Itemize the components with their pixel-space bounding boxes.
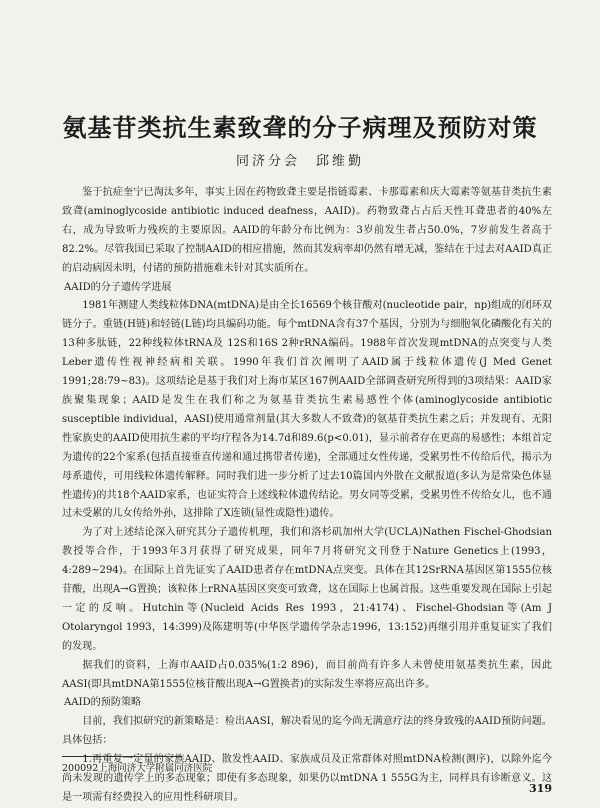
article-title: 氨基苷类抗生素致聋的分子病理及预防对策 xyxy=(62,113,538,142)
paragraph-strategy: 目前，我们拟研究的新策略是：检出AASI，解决看见的迄今尚无满意疗法的终身致残的AAID预防问题。具体包括： xyxy=(62,716,552,747)
article-authors: 同济分会 邱维勤 xyxy=(235,154,364,169)
paragraph-item-1: 1.再重复一定量的家族AAID、散发性AAID、家族成员及正常群体对照mtDNA检测(测序)，以除外迄今尚未发现的遗传学上的多态现象；即使有多态现象，如果仍以mtDNA 1 555G为主，同样具有诊断意义。这是一项需有经费投入的应用性科研项目。 xyxy=(62,754,552,803)
footnote-affiliation: 200092上海同济大学附属同济医院 xyxy=(62,763,213,774)
paragraph-mtdna: 1981年测建人类线粒体DNA(mtDNA)是由全长16569个核苷酸对(nucleotide pair，np)组成的闭环双链分子。重链(H链)和轻链(L链)均具编码功能。每个mtDNA含有37个基因，分别为与细胞氧化磷酸化有关的13种多肽链，22种线粒体tRNA及 12S和16S 2种rRNA编码。1988年首次发现mtDNA的点突变与人类Leber遗传性视神经病相关联。1990年我们首次阐明了AAID属于线粒体遗传(J Med Genet 1991;28:79~83)。这项结论是基于我们对上海市某区167例AAID全部调查研究所得到的3项结果：AAID家族聚集现象；AAID是发生在我们称之为氨基苷类抗生素易感性个体(aminoglycoside antibiotic susceptible individual，AASI)使用通常剂量(其大多数人不致聋)的氨基苷类抗生素之后；并发现有、无阳性家族史的AAID使用抗生素的平均疗程各为14.7d和89.6(p<0.01)，显示前者存在更高的易感性；本组首定为遗传的22个家系(包括直接垂直传递和通过携带者传递)，全部通过女性传递，受累男性不传给后代，揭示为母系遗传，可用线粒体遗传解释。同时我们进一步分析了过去10篇国内外散在文献报道(多认为是常染色体显性遗传)的共18个AAID家系，也证实符合上述线粒体遗传结论。男女同等受累，受累男性不传给女儿，也不通过未受累的儿女传给外孙，这排除了X连锁(显性或隐性)遗传。 xyxy=(62,300,552,520)
article-body xyxy=(62,184,552,808)
paragraph-ucla-study: 为了对上述结论深入研究其分子遗传机理，我们和洛杉矶加州大学(UCLA)Nathen Fischel-Ghodsian教授等合作，于1993年3月获得了研究成果，同年7月将研究文刊登于Nature Genetics上(1993，4:289~294)。在国际上首先证实了AAID患者存在mtDNA点突变。具体在其12SrRNA基因区第1555位核苷酸，出现A→G置换；该粒体上rRNA基因区突变可致聋，这在国际上也属首报。这些重要发现在国际上引起一定的反响。Hutchin等(Nucleid Acids Res 1993，21:4174)、Fischel-Ghodsian等(Am J Otolaryngol 1993，14:399)及陈建明等(中华医学遗传学杂志1996，13:152)再继引用并重复证实了我们的发现。 xyxy=(62,527,552,652)
section-heading-prevention: AAID的预防策略 xyxy=(64,697,142,709)
section-heading-genetics: AAID的分子遗传学进展 xyxy=(64,281,172,293)
page-number: 319 xyxy=(529,782,552,795)
footnote-divider xyxy=(62,756,182,757)
paragraph-incidence: 据我们的资料，上海市AAID占0.035%(1:2 896)，而目前尚有许多人未曾使用氨基类抗生素，因此AASI(即具mtDNA第1555位核苷酸出现A→G置换者)的实际发生率将应高出许多。 xyxy=(62,659,552,690)
paragraph-intro: 鉴于抗症奎宁已淘汰多年，事实上因在药物致聋主要是指链霉素、卡那霉素和庆大霉素等氨基苷类抗生素致聋(aminoglycoside antibiotic induced deafness，AAID)。药物致聋占占后天性耳聋患者的40%左右，成为导致听力残疾的主要原因。AAID的年龄分布比例为：3岁前发生者占50.0%，7岁前发生者高于82.2%。尽管我国已采取了控制AAID的相应措施，然而其发病率却仍然有增无减，鉴结在于过去对AAID真正的启动病因未明，付诸的预防措施难未针对其实质所在。 xyxy=(62,187,552,274)
